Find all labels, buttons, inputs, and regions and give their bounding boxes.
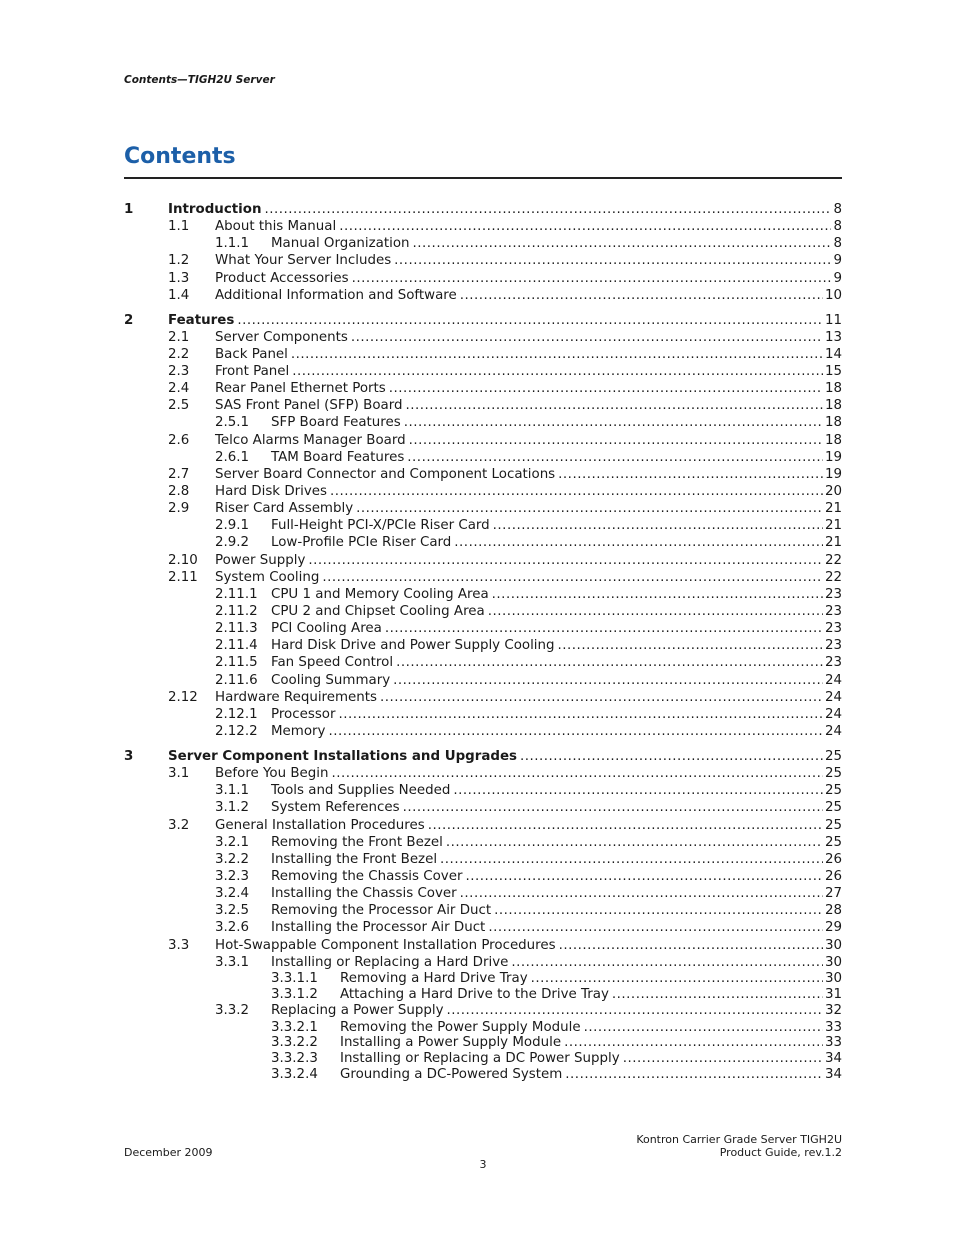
toc-entry-page: 10 [824,287,842,303]
toc-entry-title: CPU 1 and Memory Cooling Area [271,586,492,603]
toc-entry-page: 26 [824,868,842,884]
dot-leader [531,971,823,987]
toc-entry-page: 33 [824,1019,842,1035]
toc-entry[interactable] [124,1067,842,1083]
dot-leader [292,363,823,380]
toc-entry[interactable] [124,1035,842,1051]
toc-entry-page: 32 [824,1003,842,1019]
toc-entry[interactable] [124,312,842,329]
toc-entry-page: 25 [824,766,842,782]
toc-entry[interactable] [124,201,842,218]
toc-entry-page: 25 [824,834,842,850]
toc-entry-page: 23 [824,604,842,620]
toc-entry-number: 2.11.3 [215,621,258,637]
toc-entry[interactable] [124,1002,842,1019]
toc-entry[interactable] [124,603,842,620]
toc-entry[interactable] [124,329,842,346]
dot-leader [453,782,823,799]
toc-entry[interactable] [124,868,842,885]
toc-entry-number: 2.11.1 [215,586,258,602]
dot-leader [584,1020,823,1036]
toc-entry[interactable] [124,552,842,569]
toc-entry-title: Removing the Front Bezel [271,834,446,851]
toc-entry-title: Removing the Processor Air Duct [271,902,494,919]
toc-entry-number: 3.2.2 [215,851,250,867]
dot-leader [385,620,823,637]
toc-entry-title: SFP Board Features [271,414,404,431]
toc-entry-page: 22 [824,552,842,568]
toc-entry-page: 18 [824,398,842,414]
toc-entry[interactable] [124,397,842,414]
toc-entry-page: 30 [824,954,842,970]
toc-entry-title: Replacing a Power Supply [271,1002,447,1019]
toc-entry-title: Removing a Hard Drive Tray [340,971,531,987]
toc-entry[interactable] [124,466,842,483]
toc-entry-page: 23 [824,638,842,654]
toc-entry-page: 29 [824,920,842,936]
toc-entry-page: 22 [824,569,842,585]
toc-entry[interactable] [124,954,842,971]
dot-leader [623,1051,823,1067]
toc-entry[interactable] [124,534,842,551]
toc-entry[interactable] [124,937,842,954]
toc-entry[interactable] [124,748,842,765]
dot-leader [351,329,823,346]
dot-leader [339,706,823,723]
toc-entry-page: 25 [824,800,842,816]
toc-entry-number: 3.3.2.1 [271,1019,318,1035]
toc-entry-page: 24 [824,672,842,688]
toc-entry[interactable] [124,672,842,689]
toc-entry-page: 9 [833,253,842,269]
toc-entry-number: 2.6.1 [215,449,250,465]
toc-entry-page: 28 [824,903,842,919]
dot-leader [291,346,823,363]
dot-leader [454,534,823,551]
toc-entry-title: Installing the Chassis Cover [271,885,460,902]
dot-leader [488,603,823,620]
toc-entry-title: Installing or Replacing a Hard Drive [271,954,511,971]
toc-entry-page: 11 [824,312,842,328]
toc-entry-number: 1.2 [168,253,190,269]
toc-entry[interactable] [124,500,842,517]
toc-entry[interactable] [124,689,842,706]
toc-entry[interactable] [124,287,842,304]
toc-entry-title: Low-Profile PCIe Riser Card [271,534,454,551]
toc-entry-title: Manual Organization [271,235,413,252]
toc-entry-title: Server Board Connector and Component Locations [215,466,558,483]
dot-leader [492,586,823,603]
dot-leader [330,483,823,500]
toc-entry[interactable] [124,432,842,449]
dot-leader [520,748,823,765]
toc-entry-number: 3.2.3 [215,868,250,884]
toc-entry-page: 27 [824,886,842,902]
toc-entry-page: 23 [824,621,842,637]
dot-leader [237,312,823,329]
toc-entry-number: 1.1 [168,219,190,235]
toc-entry-title: Product Accessories [215,270,352,287]
toc-entry-title: Features [168,312,237,329]
dot-leader [404,414,823,431]
toc-entry-title: Riser Card Assembly [215,500,356,517]
dot-leader [356,500,823,517]
toc-entry-number: 2.11.4 [215,638,258,654]
page-title: Contents [124,144,236,169]
toc-entry-title: Installing the Front Bezel [271,851,440,868]
toc-entry-number: 3.1 [168,766,190,782]
toc-entry[interactable] [124,218,842,235]
toc-entry-number: 2.11 [168,569,198,585]
toc-entry-title: Before You Begin [215,765,332,782]
toc-entry-title: Full-Height PCI-X/PCIe Riser Card [271,517,493,534]
toc-entry-page: 30 [824,970,842,986]
toc-entry-title: PCI Cooling Area [271,620,385,637]
toc-entry-page: 8 [833,202,842,217]
dot-leader [565,1067,823,1083]
toc-entry-number: 2.7 [168,466,190,482]
toc-entry-number: 2.3 [168,364,190,380]
toc-entry-title: Attaching a Hard Drive to the Drive Tray [340,987,612,1003]
toc-entry[interactable] [124,483,842,500]
toc-entry-page: 24 [824,706,842,722]
footer-date: December 2009 [124,1146,213,1159]
toc-entry-title: Back Panel [215,346,291,363]
toc-entry[interactable] [124,1051,842,1067]
dot-leader [393,672,823,689]
running-header: Contents—TIGH2U Server [124,74,275,86]
toc-entry-number: 3.3.2.4 [271,1067,318,1083]
toc-entry-title: Removing the Chassis Cover [271,868,465,885]
footer-product [636,1133,842,1159]
toc-entry-title: Hot-Swappable Component Installation Procedures [215,937,559,954]
dot-leader [460,287,823,304]
toc-entry-page: 8 [833,236,842,252]
toc-entry-title: Installing a Power Supply Module [340,1035,564,1051]
toc-entry-number: 2.11.6 [215,672,258,688]
toc-entry-title: SAS Front Panel (SFP) Board [215,397,406,414]
dot-leader [409,432,823,449]
toc-entry-title: Grounding a DC-Powered System [340,1067,565,1083]
toc-entry-title: Installing or Replacing a DC Power Supply [340,1051,623,1067]
dot-leader [396,654,823,671]
toc-entry-title: Hard Disk Drives [215,483,330,500]
toc-entry-page: 21 [824,535,842,551]
toc-entry-title: System Cooling [215,569,322,586]
dot-leader [389,380,823,397]
dot-leader [339,218,831,235]
toc-entry[interactable] [124,902,842,919]
dot-leader [322,569,823,586]
toc-entry-page: 25 [824,817,842,833]
toc-entry-number: 2.6 [168,432,190,448]
toc-entry-title: Removing the Power Supply Module [340,1020,584,1036]
toc-entry-title: Front Panel [215,363,292,380]
dot-leader [308,552,823,569]
toc-entry[interactable] [124,569,842,586]
toc-entry-page: 31 [824,986,842,1002]
toc-entry[interactable] [124,414,842,431]
toc-entry-title: Installing the Processor Air Duct [271,919,488,936]
toc-entry-title: Cooling Summary [271,672,393,689]
dot-leader [494,902,823,919]
toc-entry[interactable] [124,723,842,740]
toc-entry[interactable] [124,987,842,1003]
toc-entry[interactable] [124,799,842,816]
dot-leader [493,517,823,534]
footer-product-line-2: Product Guide, rev.1.2 [719,1146,842,1159]
toc-entry[interactable] [124,252,842,269]
toc-entry-number: 3.3.2.2 [271,1035,318,1051]
dot-leader [447,1002,823,1019]
toc-entry[interactable] [124,851,842,868]
dot-leader [352,270,832,287]
dot-leader [406,397,823,414]
toc-entry-number: 2.4 [168,381,190,397]
toc-entry[interactable] [124,449,842,466]
dot-leader [265,201,832,218]
toc-entry-number: 2.9.2 [215,535,250,551]
toc-entry[interactable] [124,620,842,637]
dot-leader [511,954,823,971]
page-number: 3 [479,1158,487,1171]
toc-entry-title: System References [271,799,403,816]
toc-entry-title: Additional Information and Software [215,287,460,304]
toc-entry[interactable] [124,919,842,936]
dot-leader [380,689,823,706]
dot-leader [428,817,823,834]
dot-leader [407,449,823,466]
toc-entry-page: 33 [824,1035,842,1051]
toc-entry-number: 3.2.5 [215,903,250,919]
toc-entry-page: 8 [833,219,842,235]
toc-entry-title: CPU 2 and Chipset Cooling Area [271,603,488,620]
toc-entry-title: Memory [271,723,328,740]
toc-entry-title: General Installation Procedures [215,817,428,834]
toc-entry[interactable] [124,782,842,799]
toc-entry[interactable] [124,517,842,534]
toc-entry[interactable] [124,765,842,782]
toc-entry-number: 3.3.1.2 [271,986,318,1002]
toc-entry-number: 1 [124,202,134,217]
toc-entry-number: 2.12.1 [215,706,258,722]
toc-entry-page: 23 [824,586,842,602]
toc-entry-number: 2.12 [168,689,198,705]
toc-entry-number: 3.3.1 [215,954,250,970]
toc-entry-number: 1.4 [168,287,190,303]
toc-entry-number: 2.8 [168,484,190,500]
toc-entry-title: Hard Disk Drive and Power Supply Cooling [271,637,558,654]
toc-entry-number: 2.2 [168,346,190,362]
dot-leader [446,834,823,851]
toc-entry-number: 3 [124,748,134,764]
toc-entry-page: 18 [824,415,842,431]
toc-entry-number: 3.2.4 [215,886,250,902]
toc-entry-page: 19 [824,449,842,465]
table-of-contents [124,201,842,1083]
toc-entry-number: 2.10 [168,552,198,568]
dot-leader [558,637,823,654]
toc-entry-number: 2.9 [168,501,190,517]
toc-entry[interactable] [124,586,842,603]
toc-entry-number: 3.1.2 [215,800,250,816]
toc-entry-title: Introduction [168,201,265,218]
toc-entry-number: 3.3.2 [215,1003,250,1019]
dot-leader [413,235,832,252]
toc-entry[interactable] [124,817,842,834]
toc-entry-number: 2.12.2 [215,724,258,740]
toc-entry-page: 13 [824,329,842,345]
toc-entry-title: About this Manual [215,218,339,235]
toc-entry-number: 2.11.5 [215,655,258,671]
toc-entry-page: 26 [824,851,842,867]
toc-entry-page: 21 [824,518,842,534]
toc-entry-page: 30 [824,937,842,953]
dot-leader [558,466,823,483]
toc-entry[interactable] [124,1020,842,1036]
dot-leader [564,1035,823,1051]
dot-leader [332,765,823,782]
dot-leader [465,868,822,885]
dot-leader [394,252,831,269]
toc-entry-number: 2.5 [168,398,190,414]
toc-entry-number: 2.9.1 [215,518,250,534]
dot-leader [488,919,823,936]
toc-entry-title: TAM Board Features [271,449,407,466]
toc-entry[interactable] [124,834,842,851]
toc-entry-number: 1.1.1 [215,236,250,252]
toc-entry[interactable] [124,363,842,380]
toc-entry-title: Telco Alarms Manager Board [215,432,409,449]
toc-entry-title: Tools and Supplies Needed [271,782,453,799]
toc-entry[interactable] [124,706,842,723]
toc-entry-title: Rear Panel Ethernet Ports [215,380,389,397]
toc-entry-title: What Your Server Includes [215,252,394,269]
footer-product-line-1: Kontron Carrier Grade Server TIGH2U [636,1133,842,1146]
toc-entry-number: 2.5.1 [215,415,250,431]
toc-entry-page: 18 [824,381,842,397]
toc-entry-number: 3.3.2.3 [271,1051,318,1067]
toc-entry-page: 25 [824,748,842,764]
toc-entry[interactable] [124,637,842,654]
toc-entry-number: 3.3.1.1 [271,970,318,986]
toc-entry-number: 1.3 [168,270,190,286]
dot-leader [460,885,823,902]
toc-entry-title: Power Supply [215,552,308,569]
toc-entry-page: 15 [824,364,842,380]
toc-entry-number: 3.2.6 [215,920,250,936]
toc-entry[interactable] [124,654,842,671]
toc-entry-number: 2 [124,312,134,328]
toc-entry[interactable] [124,885,842,902]
dot-leader [328,723,822,740]
toc-entry-number: 2.11.2 [215,604,258,620]
toc-entry-page: 24 [824,724,842,740]
toc-entry-title: Processor [271,706,339,723]
toc-entry-page: 34 [824,1051,842,1067]
toc-entry-page: 9 [833,270,842,286]
toc-entry[interactable] [124,235,842,252]
toc-entry-page: 14 [824,346,842,362]
toc-entry-page: 18 [824,432,842,448]
toc-entry-page: 23 [824,655,842,671]
toc-entry[interactable] [124,971,842,987]
toc-entry-title: Server Components [215,329,351,346]
toc-entry-title: Fan Speed Control [271,654,396,671]
dot-leader [559,937,823,954]
toc-entry-page: 34 [824,1067,842,1083]
toc-entry[interactable] [124,380,842,397]
dot-leader [440,851,823,868]
toc-entry-page: 24 [824,689,842,705]
toc-entry-page: 25 [824,783,842,799]
title-divider [124,177,842,179]
toc-entry[interactable] [124,270,842,287]
toc-entry[interactable] [124,346,842,363]
toc-entry-title: Server Component Installations and Upgrades [168,748,520,765]
toc-entry-number: 3.3 [168,937,190,953]
toc-entry-number: 2.1 [168,329,190,345]
toc-entry-page: 19 [824,466,842,482]
toc-entry-page: 21 [824,501,842,517]
dot-leader [403,799,823,816]
toc-entry-number: 3.2 [168,817,190,833]
toc-entry-title: Hardware Requirements [215,689,380,706]
toc-entry-number: 3.1.1 [215,783,250,799]
toc-entry-number: 3.2.1 [215,834,250,850]
toc-entry-page: 20 [824,484,842,500]
dot-leader [612,987,823,1003]
